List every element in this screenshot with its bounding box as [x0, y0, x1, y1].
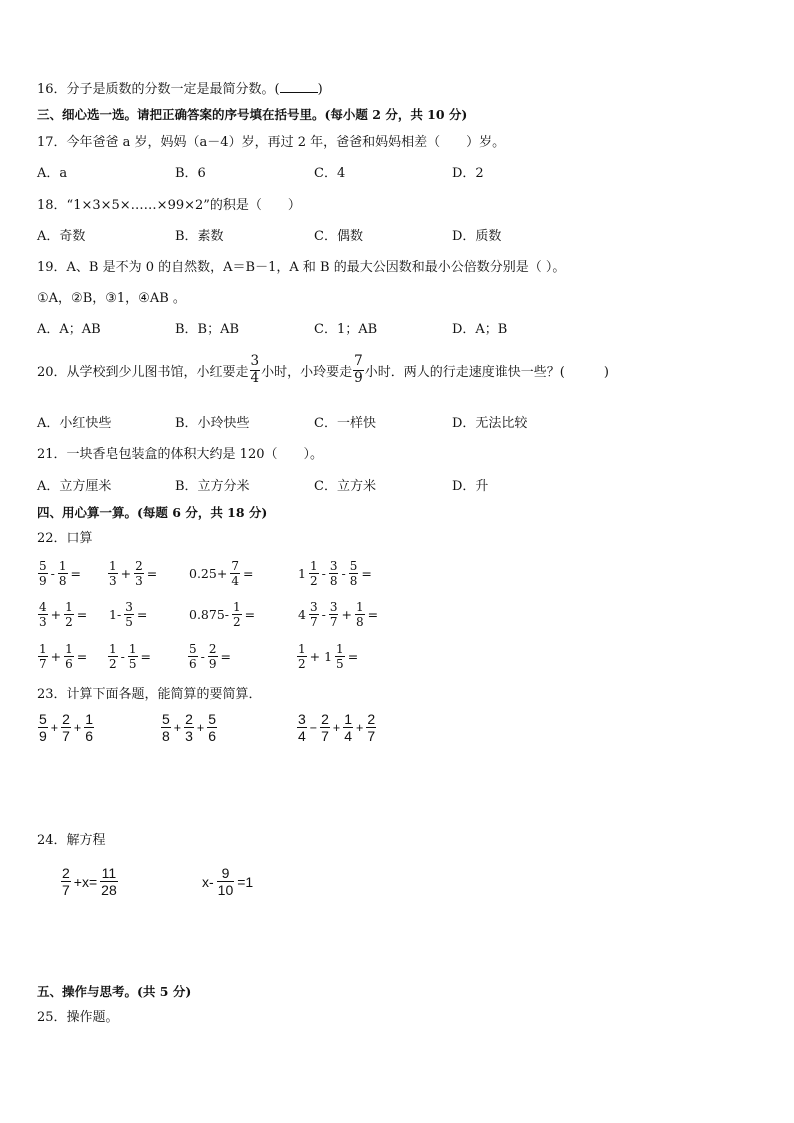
denominator: 7 — [329, 615, 338, 629]
operator-text: = — [220, 649, 231, 664]
denominator: 4 — [344, 728, 353, 744]
operator-text: - — [200, 649, 205, 664]
operator-text: - — [120, 649, 125, 664]
numerator: 2 — [321, 711, 329, 727]
numerator: 1 — [298, 642, 306, 656]
q20-fraction-1 — [250, 355, 261, 385]
fraction — [64, 643, 74, 670]
fraction — [84, 712, 94, 743]
fraction — [38, 601, 48, 628]
fraction — [297, 643, 307, 670]
question-22-title: 22．口算 — [37, 531, 93, 546]
operator-text: - — [50, 566, 55, 581]
numerator: 2 — [62, 711, 70, 727]
numerator: 1 — [65, 600, 73, 614]
numerator: 5 — [349, 559, 358, 573]
denominator: 10 — [217, 882, 234, 898]
question-23-title: 23．计算下面各题，能简算的要简算． — [37, 687, 262, 702]
denominator: 9 — [208, 657, 217, 671]
denominator: 4 — [231, 574, 239, 588]
q20-mid: 小时，小玲要走 — [261, 364, 353, 380]
fraction — [38, 643, 48, 670]
q20-f2-num: 7 — [354, 353, 363, 369]
operator-text: = — [76, 607, 88, 622]
denominator: 8 — [355, 615, 364, 629]
fraction — [108, 560, 118, 587]
fraction — [100, 866, 118, 897]
denominator: 8 — [329, 574, 338, 588]
denominator: 2 — [309, 574, 318, 588]
fraction — [297, 712, 307, 743]
q20-f1-num: 3 — [250, 353, 260, 369]
denominator: 7 — [367, 728, 376, 744]
fraction — [208, 643, 218, 670]
q17-option-a[interactable]: A．a — [37, 166, 68, 181]
operator-text: + — [341, 607, 352, 622]
fraction — [61, 712, 71, 743]
fraction — [335, 643, 345, 670]
q23-expression — [160, 712, 218, 743]
q22-item — [107, 643, 153, 670]
numerator: 2 — [135, 559, 143, 573]
q17-option-d[interactable]: D．2 — [452, 166, 484, 181]
q20-f1-den: 4 — [250, 369, 260, 386]
question-20-stem — [37, 355, 609, 385]
operator-text: = — [76, 649, 88, 664]
numerator: 3 — [309, 600, 318, 614]
operator-text: = — [347, 649, 359, 664]
fraction — [320, 712, 330, 743]
numerator: 5 — [39, 711, 47, 727]
operator-text: = — [140, 649, 151, 664]
numerator: 1 — [58, 559, 67, 573]
operator-text: = — [361, 566, 372, 581]
operator-text: = — [146, 566, 158, 581]
section-3-heading: 三、细心选一选。请把正确答案的序号填在括号里。(每小题 2 分，共 10 分) — [37, 107, 468, 122]
operator-text: - — [321, 566, 326, 581]
fraction — [124, 601, 134, 628]
question-25-title: 25．操作题。 — [37, 1010, 119, 1025]
numerator: 1 — [336, 642, 344, 656]
operator-text: - — [341, 566, 346, 581]
q16-answer-blank[interactable] — [280, 80, 318, 93]
fraction — [38, 712, 48, 743]
fraction — [108, 643, 118, 670]
numerator: 4 — [39, 600, 47, 614]
q22-item — [187, 560, 255, 587]
q18-option-d[interactable]: D．质数 — [452, 229, 502, 244]
denominator: 7 — [309, 615, 318, 629]
q22-item — [296, 601, 380, 628]
denominator: 9 — [39, 728, 47, 744]
operator-text: = — [70, 566, 81, 581]
q24-equation — [60, 866, 119, 897]
operator-text: +x= — [73, 873, 98, 890]
operator-text: + — [50, 607, 62, 622]
q24-equation — [200, 866, 255, 897]
q22-item — [37, 560, 83, 587]
fraction — [309, 560, 319, 587]
q22-item — [296, 643, 360, 670]
denominator: 6 — [208, 728, 217, 744]
numerator: 5 — [208, 711, 217, 727]
fraction — [355, 601, 365, 628]
numerator: 7 — [231, 559, 239, 573]
q21-option-c[interactable]: C．立方米 — [314, 479, 376, 494]
denominator: 2 — [65, 615, 73, 629]
q19-option-b[interactable]: B．B；AB — [175, 322, 240, 337]
denominator: 8 — [349, 574, 358, 588]
q19-option-a[interactable]: A．A；AB — [37, 322, 101, 337]
numerator: 9 — [221, 865, 230, 881]
operator-text: + 1 — [309, 649, 333, 664]
q21-option-a[interactable]: A．立方厘米 — [37, 479, 112, 494]
q20-option-a[interactable]: A．小红快些 — [37, 416, 112, 431]
q16-close: ) — [317, 82, 323, 97]
fraction — [349, 560, 359, 587]
operator-text: + — [173, 720, 182, 735]
q22-item — [187, 643, 233, 670]
q21-option-b[interactable]: B．立方分米 — [175, 479, 250, 494]
q20-option-c[interactable]: C．一样快 — [314, 416, 376, 431]
question-16 — [37, 80, 323, 99]
q20-pre: 20．从学校到少儿图书馆，小红要走 — [37, 364, 249, 380]
numerator: 2 — [185, 711, 193, 727]
q22-item — [37, 643, 89, 670]
numerator: 1 — [344, 711, 353, 727]
denominator: 3 — [39, 615, 47, 629]
denominator: 4 — [298, 728, 306, 744]
q18-option-a[interactable]: A．奇数 — [37, 229, 86, 244]
fraction — [232, 601, 242, 628]
numerator: 1 — [65, 642, 73, 656]
question-24-title: 24．解方程 — [37, 833, 106, 848]
numerator: 1 — [85, 711, 94, 727]
operator-text: =1 — [237, 873, 254, 890]
q20-option-d[interactable]: D．无法比较 — [452, 416, 528, 431]
q17-option-b[interactable]: B．6 — [175, 166, 206, 181]
numerator: 11 — [101, 865, 117, 881]
numerator: 2 — [367, 711, 376, 727]
q18-option-b[interactable]: B．素数 — [175, 229, 224, 244]
operator-text: + — [332, 720, 341, 735]
section-4-heading: 四、用心算一算。(每题 6 分，共 18 分) — [37, 505, 268, 520]
numerator: 3 — [125, 600, 133, 614]
operator-text: + — [120, 566, 132, 581]
question-19-stem: 19．A、B 是不为 0 的自然数，A＝B－1，A 和 B 的最大公因数和最小公倍数分别是（ ）。 — [37, 260, 566, 275]
q23-expression — [37, 712, 95, 743]
operator-text: + — [196, 720, 205, 735]
fraction — [207, 712, 217, 743]
q20-f2-den: 9 — [354, 369, 363, 386]
operator-text: + — [50, 720, 59, 735]
denominator: 7 — [62, 728, 70, 744]
denominator: 6 — [189, 657, 197, 671]
numerator: 1 — [355, 600, 364, 614]
q19-option-c[interactable]: C．1；AB — [314, 322, 378, 337]
fraction — [184, 712, 194, 743]
denominator: 3 — [109, 574, 117, 588]
denominator: 6 — [85, 728, 94, 744]
denominator: 3 — [135, 574, 143, 588]
operator-text: - — [321, 607, 326, 622]
q16-text: 16．分子是质数的分数一定是最简分数。( — [37, 82, 280, 97]
fraction — [343, 712, 353, 743]
denominator: 3 — [185, 728, 193, 744]
denominator: 5 — [336, 657, 344, 671]
denominator: 5 — [125, 615, 133, 629]
fraction — [58, 560, 68, 587]
numerator: 3 — [329, 559, 338, 573]
denominator: 6 — [65, 657, 73, 671]
question-18-stem: 18．“1×3×5×……×99×2”的积是（ ） — [37, 198, 301, 213]
fraction — [366, 712, 376, 743]
question-21-stem: 21．一块香皂包装盒的体积大约是 120（ ）。 — [37, 447, 323, 462]
operator-text: + — [73, 720, 82, 735]
section-5-heading: 五、操作与思考。(共 5 分) — [37, 984, 192, 999]
q22-item — [107, 601, 149, 628]
numerator: 2 — [208, 642, 217, 656]
numerator: 1 — [109, 642, 117, 656]
question-19-choices: ①A，②B，③1，④AB 。 — [37, 291, 186, 306]
denominator: 7 — [321, 728, 329, 744]
fraction — [38, 560, 48, 587]
operator-text: 0.25+ — [189, 566, 228, 581]
operator-text: 1- — [109, 607, 122, 622]
q22-item — [107, 560, 159, 587]
q17-option-c[interactable]: C．4 — [314, 166, 346, 181]
denominator: 2 — [233, 615, 241, 629]
fraction — [188, 643, 198, 670]
denominator: 8 — [58, 574, 67, 588]
fraction — [134, 560, 144, 587]
q18-option-c[interactable]: C．偶数 — [314, 229, 363, 244]
operator-text: = — [242, 566, 254, 581]
fraction — [329, 560, 339, 587]
operator-text: = — [367, 607, 379, 622]
fraction — [329, 601, 339, 628]
denominator: 2 — [298, 657, 306, 671]
operator-text: = — [244, 607, 256, 622]
q23-expression — [296, 712, 377, 743]
numerator: 5 — [39, 559, 47, 573]
numerator: 5 — [162, 711, 170, 727]
fraction — [161, 712, 171, 743]
denominator: 7 — [39, 657, 47, 671]
fraction — [230, 560, 240, 587]
q22-item — [187, 601, 257, 628]
q19-option-d[interactable]: D．A；B — [452, 322, 508, 337]
operator-text: 0.875- — [189, 607, 230, 622]
fraction — [217, 866, 235, 897]
q20-option-b[interactable]: B．小玲快些 — [175, 416, 250, 431]
operator-text: + — [50, 649, 62, 664]
fraction — [128, 643, 138, 670]
operator-text: 1 — [298, 566, 306, 581]
q22-item — [37, 601, 89, 628]
numerator: 2 — [62, 865, 70, 881]
numerator: 3 — [298, 711, 306, 727]
question-17-stem: 17．今年爸爸 a 岁，妈妈（a－4）岁，再过 2 年，爸爸和妈妈相差（ ）岁。 — [37, 135, 506, 150]
numerator: 1 — [233, 600, 241, 614]
numerator: 3 — [329, 600, 338, 614]
fraction — [309, 601, 319, 628]
fraction — [64, 601, 74, 628]
numerator: 1 — [128, 642, 137, 656]
fraction — [61, 866, 71, 897]
denominator: 7 — [62, 882, 70, 898]
q21-option-d[interactable]: D．升 — [452, 479, 489, 494]
q20-fraction-2 — [353, 355, 364, 385]
operator-text: 4 — [298, 607, 306, 622]
operator-text: + — [356, 720, 364, 735]
denominator: 2 — [109, 657, 117, 671]
numerator: 5 — [189, 642, 197, 656]
operator-text: x- — [202, 873, 214, 890]
denominator: 8 — [162, 728, 170, 744]
denominator: 9 — [39, 574, 47, 588]
denominator: 28 — [101, 882, 117, 898]
operator-text: = — [136, 607, 148, 622]
q20-post: 小时．两人的行走速度谁快一些？( ) — [364, 364, 609, 380]
numerator: 1 — [39, 642, 47, 656]
q22-item — [296, 560, 374, 587]
numerator: 1 — [309, 559, 318, 573]
numerator: 1 — [109, 559, 117, 573]
operator-text: − — [309, 720, 318, 735]
denominator: 5 — [128, 657, 137, 671]
